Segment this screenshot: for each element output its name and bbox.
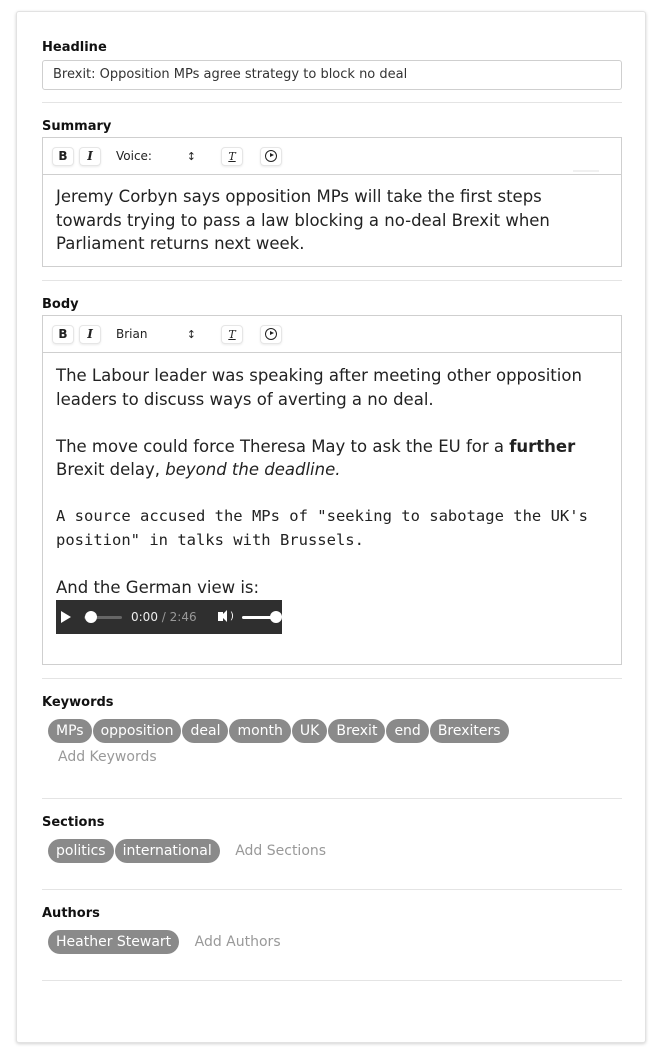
body-section xyxy=(42,297,622,665)
audio-player xyxy=(56,600,282,634)
italic-button[interactable]: I xyxy=(79,325,101,344)
section-tag[interactable]: international xyxy=(115,839,220,863)
volume-wave-icon: ) xyxy=(230,611,234,622)
authors-label: Authors xyxy=(42,906,100,921)
toolbar-spacer xyxy=(573,170,599,172)
body-label: Body xyxy=(42,297,79,312)
current-time: 0:00 xyxy=(131,610,158,624)
summary-toolbar xyxy=(43,138,621,175)
sections-label: Sections xyxy=(42,815,105,830)
time-separator: / xyxy=(161,610,166,624)
text-run: The move could force Theresa May to ask the EU for a xyxy=(56,436,510,456)
clear-format-button[interactable]: T xyxy=(221,325,243,344)
voice-select-value: Brian xyxy=(116,327,148,341)
paragraph-gap xyxy=(56,411,608,435)
paragraph-gap xyxy=(56,552,608,576)
divider xyxy=(42,102,622,103)
volume-knob[interactable] xyxy=(270,611,282,623)
headline-section xyxy=(42,40,622,90)
authors-section xyxy=(42,906,622,954)
sections-section xyxy=(42,815,622,863)
time-display xyxy=(131,610,197,624)
add-authors-input[interactable]: Add Authors xyxy=(194,934,281,950)
voice-select-value: Voice: xyxy=(116,149,152,163)
keyword-tag[interactable]: Brexiters xyxy=(430,719,509,743)
divider xyxy=(42,798,622,799)
voice-select[interactable] xyxy=(116,147,206,166)
keyword-tag[interactable]: UK xyxy=(292,719,327,743)
author-tag[interactable]: Heather Stewart xyxy=(48,930,179,954)
play-circle-icon xyxy=(265,328,277,340)
add-keywords-input[interactable]: Add Keywords xyxy=(58,749,157,765)
play-speech-button[interactable] xyxy=(260,325,282,344)
keyword-tag[interactable]: MPs xyxy=(48,719,92,743)
monospace-paragraph: A source accused the MPs of "seeking to sabotage the UK's position" in talks with Brussels. xyxy=(56,507,588,549)
keyword-tag[interactable]: month xyxy=(229,719,290,743)
divider xyxy=(42,280,622,281)
keywords-tags xyxy=(42,719,622,769)
italic-button[interactable]: I xyxy=(79,147,101,166)
body-paragraph xyxy=(56,435,608,482)
volume-icon[interactable] xyxy=(218,612,223,621)
keywords-label: Keywords xyxy=(42,695,114,710)
summary-editor xyxy=(42,137,622,267)
body-content[interactable] xyxy=(43,353,621,645)
divider xyxy=(42,980,622,981)
summary-section xyxy=(42,119,622,267)
sections-tags xyxy=(42,839,622,863)
play-speech-button[interactable] xyxy=(260,147,282,166)
authors-tags xyxy=(42,930,622,954)
body-editor xyxy=(42,315,622,665)
select-arrows-icon: ↕ xyxy=(186,150,196,163)
body-paragraph: The Labour leader was speaking after meeting other opposition leaders to discuss ways of averting a no deal. xyxy=(56,366,582,409)
article-editor-card xyxy=(16,11,646,1043)
duration: 2:46 xyxy=(169,610,197,624)
text-run: Brexit delay, xyxy=(56,460,166,479)
headline-label: Headline xyxy=(42,40,107,55)
divider xyxy=(42,889,622,890)
clear-format-button[interactable]: T xyxy=(221,147,243,166)
keywords-section xyxy=(42,695,622,769)
play-circle-icon xyxy=(265,150,277,162)
keyword-tag[interactable]: opposition xyxy=(93,719,182,743)
bold-button[interactable]: B xyxy=(52,147,74,166)
voice-select[interactable] xyxy=(116,325,206,344)
summary-content[interactable] xyxy=(43,175,621,266)
volume-track[interactable] xyxy=(242,616,272,619)
body-toolbar xyxy=(43,316,621,353)
divider xyxy=(42,678,622,679)
play-icon[interactable] xyxy=(61,611,71,623)
paragraph-gap xyxy=(56,482,608,506)
summary-text: Jeremy Corbyn says opposition MPs will take the first steps towards trying to pass a law blocking a no-deal Brexit when Parliament returns next week. xyxy=(56,187,550,253)
bold-button[interactable]: B xyxy=(52,325,74,344)
bold-text: further xyxy=(509,436,576,456)
add-sections-input[interactable]: Add Sections xyxy=(235,843,327,859)
italic-text: beyond the deadline. xyxy=(165,460,341,479)
body-paragraph: And the German view is: xyxy=(56,577,260,597)
section-tag[interactable]: politics xyxy=(48,839,114,863)
keyword-tag[interactable]: end xyxy=(386,719,428,743)
keyword-tag[interactable]: deal xyxy=(182,719,228,743)
keyword-tag[interactable]: Brexit xyxy=(328,719,385,743)
select-arrows-icon: ↕ xyxy=(186,328,196,341)
seek-knob[interactable] xyxy=(85,611,97,623)
headline-input[interactable]: Brexit: Opposition MPs agree strategy to block no deal xyxy=(42,60,622,90)
summary-label: Summary xyxy=(42,119,112,134)
